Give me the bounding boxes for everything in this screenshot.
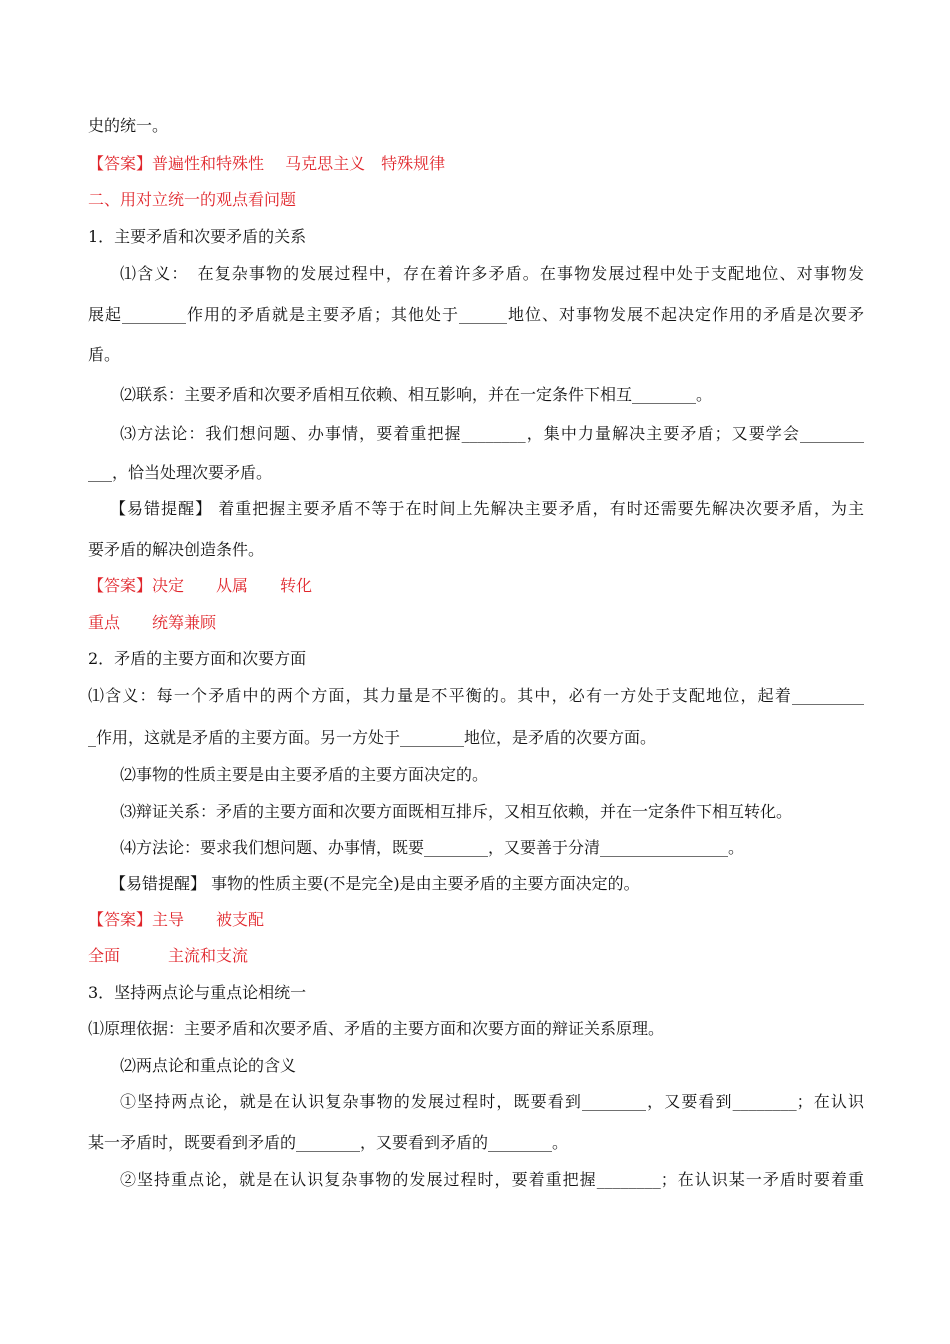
tip-line: 【易错提醒】 事物的性质主要(不是完全)是由主要矛盾的主要方面决定的。 bbox=[110, 874, 640, 893]
text-line: ⑶方法论：我们想问题、办事情，要着重把握________，集中力量解决主要矛盾；又要学会________ bbox=[120, 424, 864, 443]
text-line: ⑵两点论和重点论的含义 bbox=[120, 1056, 297, 1075]
text-line: ⑴含义：每一个矛盾中的两个方面，其力量是不平衡的。其中，必有一方处于支配地位，起着_________ bbox=[88, 686, 864, 705]
text-line: ⑷方法论：要求我们想问题、办事情，既要________，又要善于分清________________。 bbox=[120, 838, 745, 857]
subsection-heading: 2．矛盾的主要方面和次要方面 bbox=[88, 649, 307, 668]
text-line: _作用，这就是矛盾的主要方面。另一方处于________地位，是矛盾的次要方面。 bbox=[88, 728, 657, 747]
text-line: 史的统一。 bbox=[88, 116, 169, 135]
text-line: ②坚持重点论，就是在认识复杂事物的发展过程时，要着重把握________；在认识某一矛盾时要着重 bbox=[120, 1170, 864, 1189]
answer-line: 【答案】普遍性和特殊性 马克思主义 特殊规律 bbox=[88, 154, 446, 173]
answer-line: 【答案】主导 被支配 bbox=[88, 910, 265, 929]
answer-line: 全面 主流和支流 bbox=[88, 946, 249, 965]
tip-line: 【易错提醒】 着重把握主要矛盾不等于在时间上先解决主要矛盾，有时还需要先解决次要矛盾，为主 bbox=[110, 499, 864, 518]
text-line: ①坚持两点论，就是在认识复杂事物的发展过程时，既要看到________，又要看到________；在认识 bbox=[120, 1092, 864, 1111]
text-line: ___，恰当处理次要矛盾。 bbox=[88, 463, 273, 482]
text-line: ⑵联系：主要矛盾和次要矛盾相互依赖、相互影响，并在一定条件下相互________。 bbox=[120, 385, 713, 404]
subsection-heading: 3．坚持两点论与重点论相统一 bbox=[88, 983, 307, 1002]
answer-line: 【答案】决定 从属 转化 bbox=[88, 576, 313, 595]
text-line: 某一矛盾时，既要看到矛盾的________，又要看到矛盾的________。 bbox=[88, 1133, 569, 1152]
section-heading: 二、用对立统一的观点看问题 bbox=[88, 190, 297, 209]
text-line: 盾。 bbox=[88, 345, 121, 364]
text-line: 要矛盾的解决创造条件。 bbox=[88, 540, 265, 559]
subsection-heading: 1．主要矛盾和次要矛盾的关系 bbox=[88, 227, 307, 246]
text-line: ⑴含义： 在复杂事物的发展过程中，存在着许多矛盾。在事物发展过程中处于支配地位、对事物发 bbox=[120, 264, 864, 283]
text-line: 展起________作用的矛盾就是主要矛盾；其他处于______地位、对事物发展不起决定作用的矛盾是次要矛 bbox=[88, 305, 864, 324]
answer-line: 重点 统筹兼顾 bbox=[88, 613, 217, 632]
text-line: ⑵事物的性质主要是由主要矛盾的主要方面决定的。 bbox=[120, 765, 489, 784]
text-line: ⑶辩证关系：矛盾的主要方面和次要方面既相互排斥，又相互依赖，并在一定条件下相互转化。 bbox=[120, 802, 793, 821]
text-line: ⑴原理依据：主要矛盾和次要矛盾、矛盾的主要方面和次要方面的辩证关系原理。 bbox=[88, 1019, 665, 1038]
